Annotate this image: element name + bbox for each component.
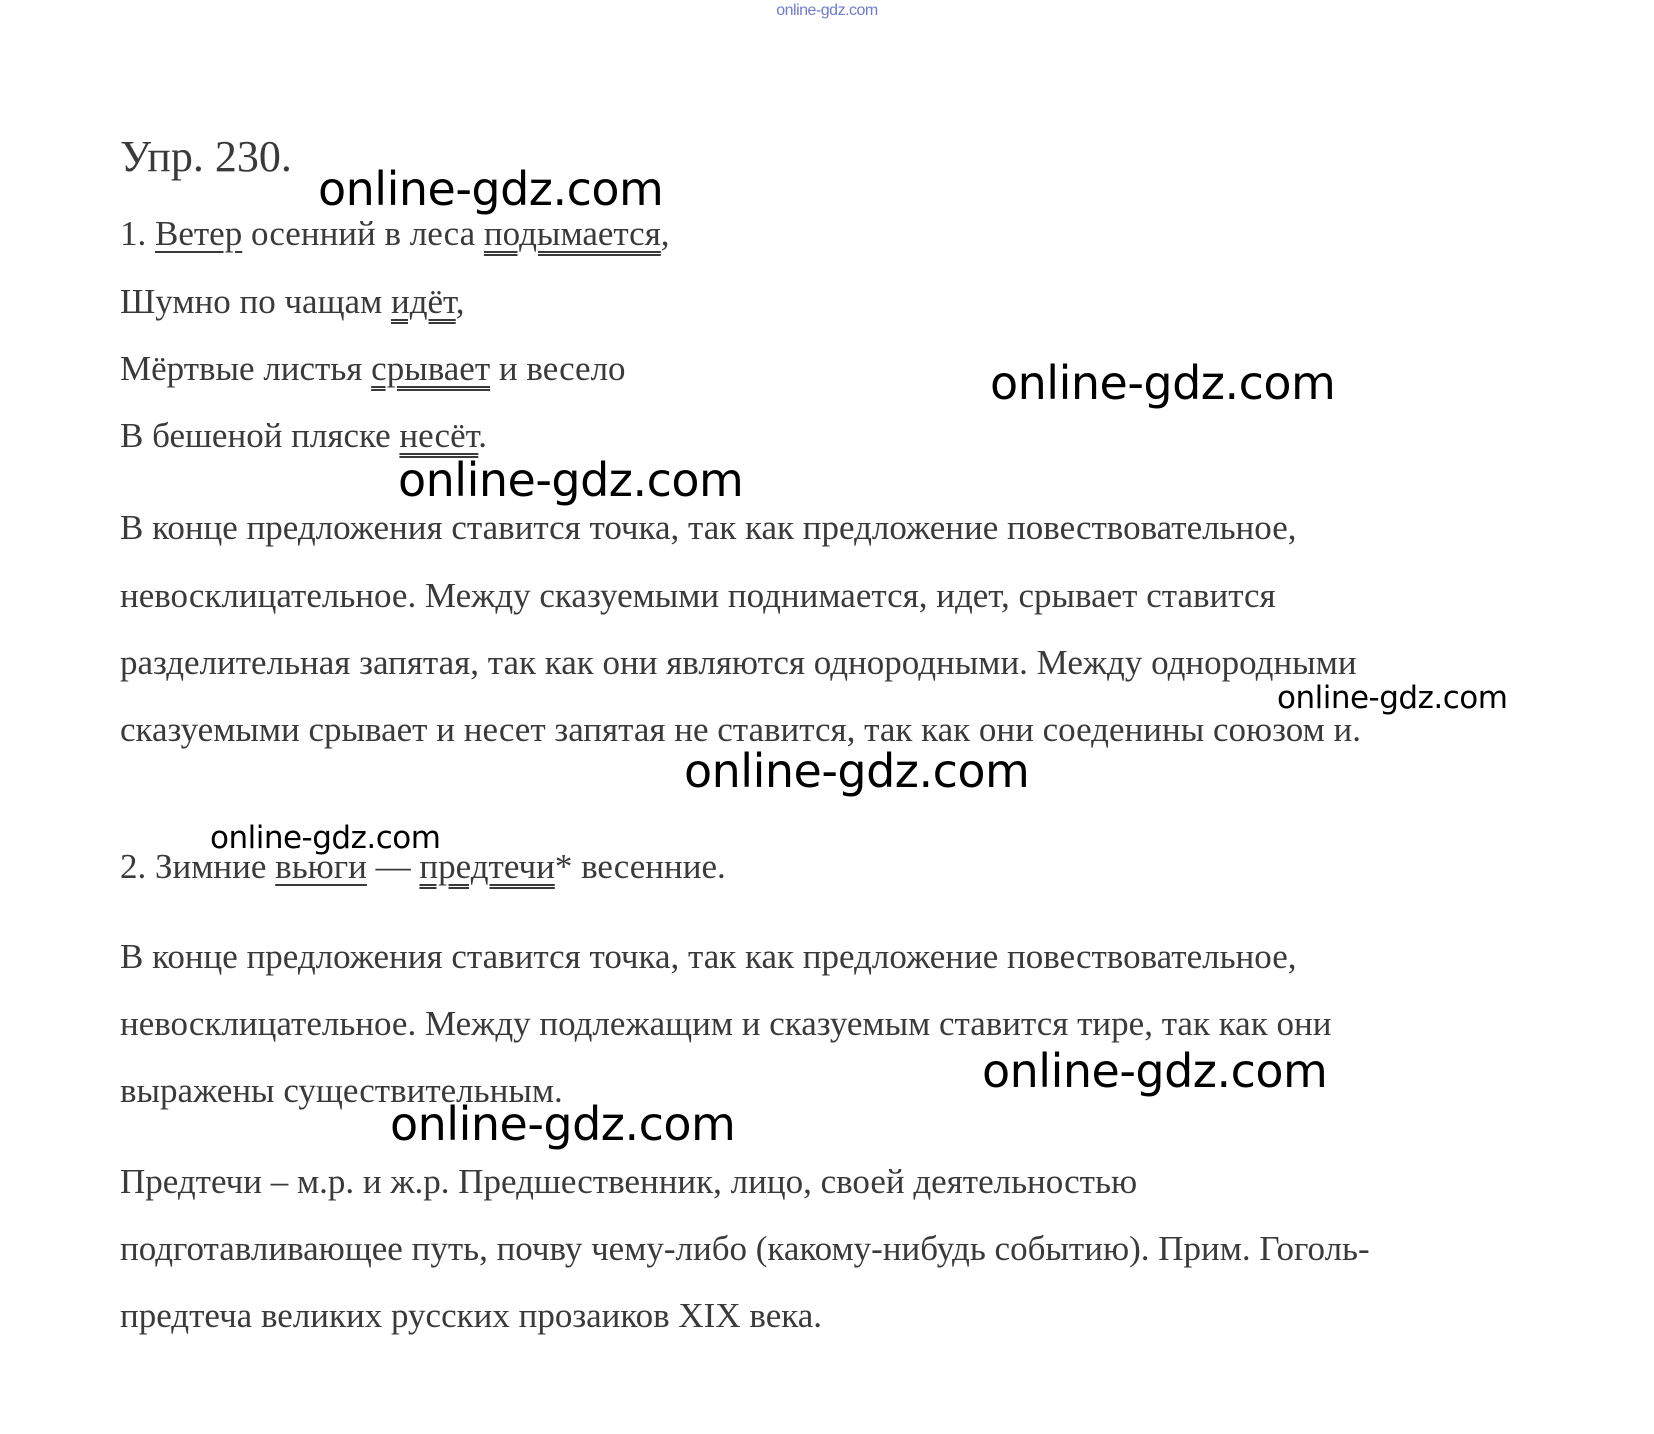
- sentence-number: 1.: [120, 214, 155, 253]
- watermark: online-gdz.com: [1277, 680, 1508, 716]
- text-fragment: ,: [455, 282, 465, 321]
- predicate-word: несёт: [399, 416, 479, 455]
- text-fragment: Шумно по чащам: [120, 282, 391, 321]
- explanation1-line-4: сказуемыми срывает и несет запятая не ставится, так как они соеденины союзом и.: [120, 710, 1361, 749]
- predicate-word: срывает: [371, 349, 491, 388]
- text-fragment: Мёртвые листья: [120, 349, 372, 388]
- watermark: online-gdz.com: [210, 820, 441, 856]
- predicate-word: идёт: [390, 282, 456, 321]
- watermark: online-gdz.com: [684, 744, 1030, 798]
- watermark: online-gdz.com: [318, 162, 664, 216]
- poem-line-3: [120, 349, 626, 389]
- poem-line-2: [120, 282, 464, 322]
- watermark: online-gdz.com: [990, 356, 1336, 410]
- text-fragment: —: [366, 847, 420, 886]
- text-fragment: ,: [660, 214, 670, 253]
- explanation1-line-1: В конце предложения ставится точка, так как предложение повествовательное,: [120, 508, 1297, 547]
- subject-word: вьюги: [275, 847, 367, 886]
- explanation2-line-2: невосклицательное. Между подлежащим и сказуемым ставится тире, так как они: [120, 1004, 1332, 1043]
- text-fragment: * весенние.: [554, 847, 726, 886]
- predicate-word: подымается: [483, 214, 661, 253]
- explanation2-line-3: выражены существительным.: [120, 1071, 563, 1110]
- text-fragment: осенний в леса: [242, 214, 484, 253]
- poem-line-4: [120, 416, 487, 456]
- site-header-link[interactable]: online-gdz.com: [776, 2, 878, 19]
- subject-word: Ветер: [155, 214, 243, 253]
- explanation1-line-3: разделительная запятая, так как они являются однородными. Между однородными: [120, 643, 1357, 682]
- exercise-title: Упр. 230.: [120, 132, 292, 181]
- poem-line-1: [120, 214, 670, 254]
- explanation1-line-2: невосклицательное. Между сказуемыми поднимается, идет, срывает ставится: [120, 576, 1276, 615]
- definition-line-3: предтеча великих русских прозаиков XIX века.: [120, 1296, 822, 1335]
- watermark: online-gdz.com: [982, 1044, 1328, 1098]
- text-fragment: 2. Зимние: [120, 847, 276, 886]
- text-fragment: и весело: [490, 349, 626, 388]
- definition-line-2: подготавливающее путь, почву чему-либо (какому-нибудь событию). Прим. Гоголь-: [120, 1229, 1370, 1268]
- text-fragment: .: [478, 416, 488, 455]
- predicate-word: предтечи: [419, 847, 555, 886]
- watermark: online-gdz.com: [398, 453, 744, 507]
- watermark: online-gdz.com: [390, 1097, 736, 1151]
- text-fragment: В бешеной пляске: [120, 416, 400, 455]
- explanation2-line-1: В конце предложения ставится точка, так как предложение повествовательное,: [120, 937, 1297, 976]
- definition-line-1: Предтечи – м.р. и ж.р. Предшественник, лицо, своей деятельностью: [120, 1162, 1138, 1201]
